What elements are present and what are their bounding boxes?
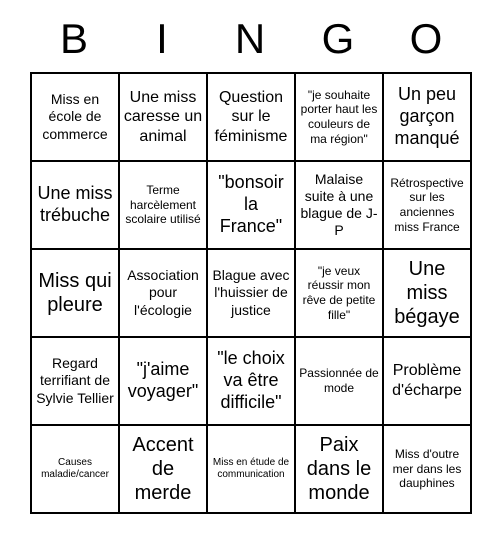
header-letter-o: O	[409, 15, 443, 62]
bingo-cell-r4-c4[interactable]: Passionnée de mode	[295, 337, 383, 425]
bingo-cell-r2-c4[interactable]: Malaise suite à une blague de J-P	[295, 161, 383, 249]
bingo-cell-r5-c3[interactable]: Miss en étude de communication	[207, 425, 295, 513]
bingo-cell-r5-c2[interactable]: Accent de merde	[119, 425, 207, 513]
bingo-cell-r3-c3[interactable]: Blague avec l'huissier de justice	[207, 249, 295, 337]
bingo-cell-r3-c4[interactable]: "je veux réussir mon rêve de petite fille"	[295, 249, 383, 337]
bingo-cell-r4-c2[interactable]: "j'aime voyager"	[119, 337, 207, 425]
bingo-grid	[30, 72, 472, 514]
header-letter-n: N	[234, 15, 266, 62]
bingo-cell-r3-c1[interactable]: Miss qui pleure	[31, 249, 119, 337]
bingo-cell-r2-c2[interactable]: Terme harcèlement scolaire utilisé	[119, 161, 207, 249]
bingo-cell-r1-c1[interactable]: Miss en école de commerce	[31, 73, 119, 161]
header-letter-i: I	[156, 15, 168, 62]
bingo-cell-r1-c2[interactable]: Une miss caresse un animal	[119, 73, 207, 161]
bingo-cell-r1-c3[interactable]: Question sur le féminisme	[207, 73, 295, 161]
bingo-cell-r2-c3[interactable]: "bonsoir la France"	[207, 161, 295, 249]
bingo-cell-r3-c5[interactable]: Une miss bégaye	[383, 249, 471, 337]
bingo-cell-r3-c2[interactable]: Association pour l'écologie	[119, 249, 207, 337]
bingo-cell-r2-c5[interactable]: Rétrospective sur les anciennes miss France	[383, 161, 471, 249]
bingo-cell-r5-c5[interactable]: Miss d'outre mer dans les dauphines	[383, 425, 471, 513]
bingo-cell-r1-c4[interactable]: "je souhaite porter haut les couleurs de ma région"	[295, 73, 383, 161]
bingo-cell-r5-c1[interactable]: Causes maladie/cancer	[31, 425, 119, 513]
header-letter-b: B	[59, 15, 88, 62]
bingo-cell-r1-c5[interactable]: Un peu garçon manqué	[383, 73, 471, 161]
bingo-cell-r5-c4[interactable]: Paix dans le monde	[295, 425, 383, 513]
bingo-cell-r4-c1[interactable]: Regard terrifiant de Sylvie Tellier	[31, 337, 119, 425]
bingo-cell-r4-c5[interactable]: Problème d'écharpe	[383, 337, 471, 425]
header-letter-g: G	[321, 15, 355, 62]
bingo-header	[30, 0, 470, 72]
bingo-cell-r4-c3[interactable]: "le choix va être difficile"	[207, 337, 295, 425]
bingo-cell-r2-c1[interactable]: Une miss trébuche	[31, 161, 119, 249]
